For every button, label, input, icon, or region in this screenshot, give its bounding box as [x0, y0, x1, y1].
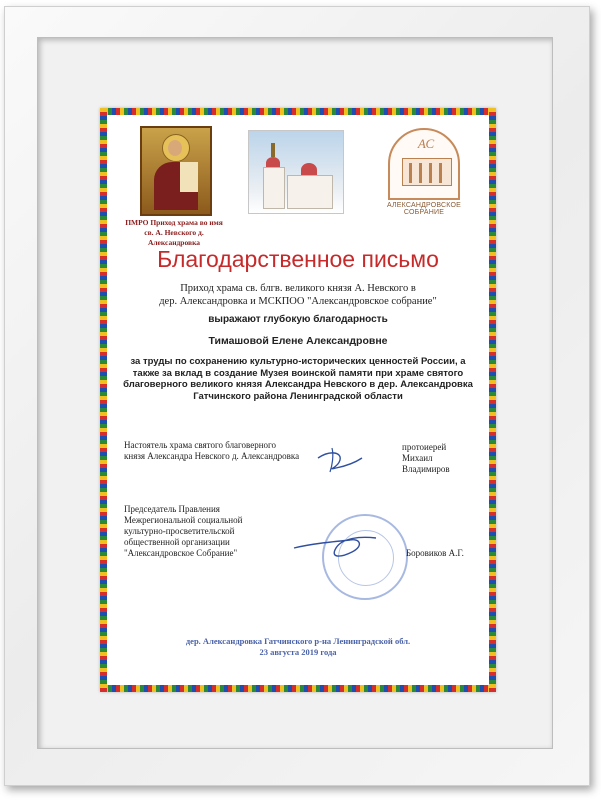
signatory2-position: [124, 504, 242, 559]
issuer: [100, 282, 496, 308]
issuer-line: дер. Александровка и МСКПОО "Александровское собрание": [159, 296, 437, 307]
spire: [271, 143, 275, 157]
name-line: Владимиров: [402, 464, 450, 474]
reason-line: благоверного великого князя Александра Невского в дер. Александровка: [123, 379, 473, 390]
name-line: протоиерей: [402, 442, 447, 452]
sobranie-logo: [388, 128, 460, 220]
document-title: Благодарственное письмо: [157, 246, 439, 272]
position-line: Межрегиональной социальной: [124, 515, 243, 525]
ornament-border-right: [489, 108, 496, 692]
reason-text: [112, 356, 484, 402]
recipient-name: Тимашовой Елене Александровне: [208, 335, 388, 347]
icon-caption-line: св. А. Невского д. Александровка: [144, 228, 204, 247]
signatory1-name: [402, 442, 450, 475]
position-line: Председатель Правления: [124, 504, 220, 514]
bell-tower: [263, 167, 285, 209]
logo-building: [402, 158, 452, 186]
reason-line: также за вклад в создание Музея воинской памяти при храме святого: [132, 367, 464, 379]
position-line: общественной организации: [124, 537, 230, 547]
scroll: [180, 162, 198, 192]
footer-date: 23 августа 2019 года: [259, 647, 337, 657]
logo-text-line: АЛЕКСАНДРОВСКОЕ: [386, 202, 461, 209]
icon-caption-line: ПМРО Приход храма во имя: [125, 218, 223, 227]
issuer-line: Приход храма св. блгв. великого князя А. Невского в: [180, 283, 416, 294]
signature-1: [312, 440, 372, 476]
logo-text: [384, 202, 464, 216]
icon-caption: [118, 218, 230, 248]
footer: [100, 636, 496, 658]
position-line: культурно-просветительской: [124, 526, 235, 536]
position-line: "Александровское Собрание": [124, 548, 238, 558]
signatory2-name: Боровиков А.Г.: [406, 548, 464, 558]
signatory1-position: [124, 440, 299, 462]
footer-place: дер. Александровка Гатчинского р-на Ленинградской обл.: [185, 636, 411, 646]
signature-2: [290, 526, 380, 570]
church-body: [287, 175, 333, 209]
reason-line: Гатчинского района Ленинградской области: [193, 390, 403, 402]
gratitude-line: выражают глубокую благодарность: [208, 314, 388, 325]
ornament-border-left: [100, 108, 107, 692]
reason-line: за труды по сохранению культурно-исторических ценностей России, а: [130, 356, 466, 367]
ornament-border-bottom: [100, 685, 496, 692]
logo-arch: [388, 128, 460, 200]
certificate: [100, 108, 496, 692]
saint-icon-image: [140, 126, 212, 216]
church-painting: [248, 130, 344, 214]
face: [168, 140, 182, 156]
position-line: князя Александра Невского д. Александровка: [124, 451, 300, 461]
ornament-border-top: [100, 108, 496, 115]
name-line: Михаил: [402, 453, 433, 463]
logo-text-line: СОБРАНИЕ: [403, 209, 445, 216]
position-line: Настоятель храма святого благоверного: [124, 440, 276, 450]
logo-monogram: АС: [417, 136, 435, 151]
